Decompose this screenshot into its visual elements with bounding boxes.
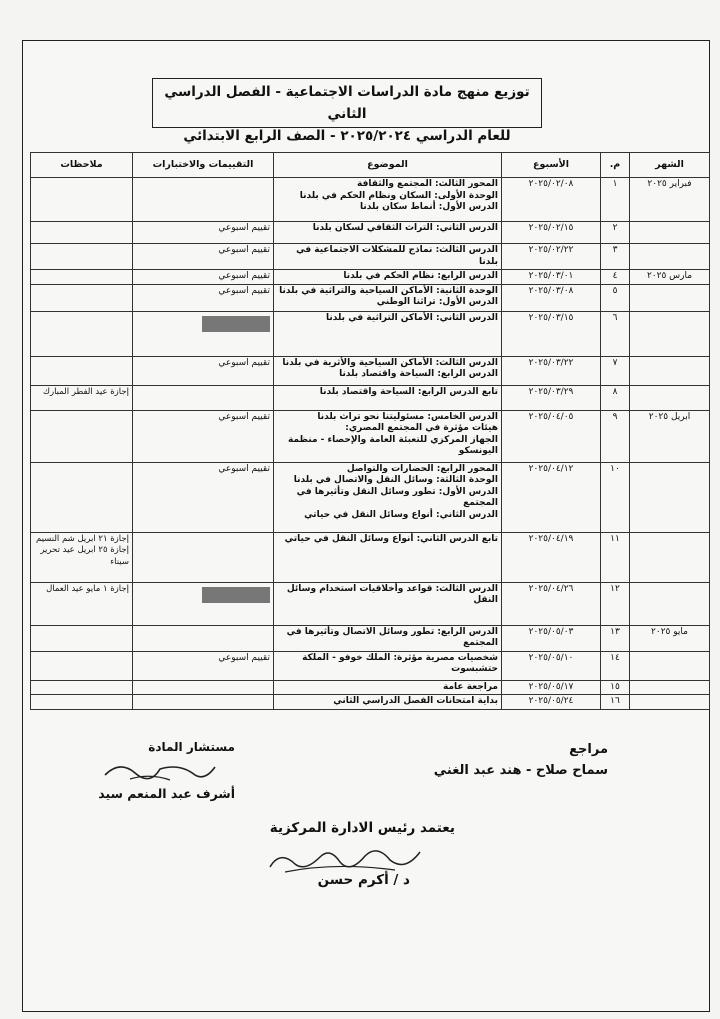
cell-note	[31, 270, 133, 285]
cell-topic	[274, 462, 502, 532]
cell-note: إجازة ٢١ ابريل شم النسيم إجازة ٢٥ ابريل عيد تحرير سيناء	[31, 532, 133, 582]
header-evaluations: التقييمات والاختبارات	[133, 153, 274, 178]
cell-topic	[274, 532, 502, 582]
topic-line: الدرس الثاني: التراث الثقافي لسكان بلدنا	[312, 223, 498, 233]
topic-line: الدرس الخامس: مسئوليتنا نحو تراث بلدنا	[317, 411, 498, 422]
title-line-1: توزيع منهج مادة الدراسات الاجتماعية - الفصل الدراسي الثاني	[164, 84, 530, 122]
cell-evaluation	[133, 311, 274, 356]
cell-week: ٢٠٢٥/٠٤/١٩	[502, 532, 601, 582]
cell-evaluation: تقييم اسبوعي	[133, 222, 274, 244]
cell-evaluation: تقييم اسبوعي	[133, 410, 274, 462]
table-row	[31, 311, 710, 356]
cell-evaluation: تقييم اسبوعي	[133, 284, 274, 311]
topic-line: الدرس الثالث: قواعد وأخلاقيات استخدام وسائل النقل	[286, 583, 498, 605]
cell-topic	[274, 222, 502, 244]
cell-topic	[274, 410, 502, 462]
cell-month	[630, 532, 710, 582]
table-row	[31, 462, 710, 532]
cell-num: ١٤	[601, 651, 630, 680]
header-week: الأسبوع	[502, 153, 601, 178]
topic-line: الدرس الأول: تطور وسائل النقل وتأثيرها في المجتمع	[296, 486, 498, 508]
redacted-block	[202, 587, 270, 603]
reviewers-label: مراجع	[569, 742, 608, 757]
topic-line: الوحدة الثالثة: وسائل النقل والاتصال في بلدنا	[293, 475, 498, 485]
cell-week: ٢٠٢٥/٠٤/١٢	[502, 462, 601, 532]
topic-line: المحور الرابع: الحضارات والتواصل	[346, 463, 498, 474]
cell-num: ٧	[601, 356, 630, 385]
cell-note	[31, 284, 133, 311]
cell-num: ٣	[601, 244, 630, 270]
cell-evaluation: تقييم اسبوعي	[133, 651, 274, 680]
cell-note	[31, 178, 133, 222]
cell-note: إجازة ١ مايو عيد العمال	[31, 582, 133, 625]
topic-line: المحور الثالث: المجتمع والثقافة	[356, 179, 498, 189]
topic-line: هيئات مؤثرة في المجتمع المصري:	[345, 423, 498, 433]
header-notes: ملاحظات	[31, 153, 133, 178]
table-header-row	[31, 153, 710, 178]
cell-week: ٢٠٢٥/٠٣/٢٢	[502, 356, 601, 385]
cell-note	[31, 356, 133, 385]
cell-week: ٢٠٢٥/٠٥/٢٤	[502, 695, 601, 710]
cell-month	[630, 680, 710, 695]
cell-num: ١٢	[601, 582, 630, 625]
table-row	[31, 356, 710, 385]
table-row	[31, 244, 710, 270]
cell-evaluation	[133, 385, 274, 410]
cell-evaluation: تقييم اسبوعي	[133, 356, 274, 385]
cell-evaluation	[133, 625, 274, 651]
advisor-block	[85, 740, 235, 754]
reviewers-names: سماح صلاح - هند عبد الغني	[433, 763, 608, 778]
cell-topic	[274, 695, 502, 710]
topic-line: الوحدة الأولى: السكان ونظام الحكم في بلدنا	[299, 190, 498, 201]
topic-line: الدرس الرابع: نظام الحكم في بلدنا	[343, 271, 498, 281]
header-month: الشهر	[630, 153, 710, 178]
cell-num: ٤	[601, 270, 630, 285]
document-title	[152, 78, 542, 144]
cell-month	[630, 356, 710, 385]
table-body	[31, 178, 710, 710]
cell-topic	[274, 582, 502, 625]
table-row	[31, 532, 710, 582]
cell-topic	[274, 651, 502, 680]
cell-topic	[274, 244, 502, 270]
cell-topic	[274, 625, 502, 651]
cell-evaluation	[133, 680, 274, 695]
title-line-2: للعام الدراسي ٢٠٢٥/٢٠٢٤ - الصف الرابع الابتدائي	[183, 128, 511, 144]
cell-evaluation	[133, 532, 274, 582]
cell-month	[630, 385, 710, 410]
cell-note	[31, 244, 133, 270]
header-topic: الموضوع	[274, 153, 502, 178]
cell-week: ٢٠٢٥/٠٤/٠٥	[502, 410, 601, 462]
topic-line: تابع الدرس الرابع: السياحة واقتصاد بلدنا	[319, 386, 498, 397]
cell-topic	[274, 385, 502, 410]
cell-topic	[274, 356, 502, 385]
cell-month	[630, 284, 710, 311]
approval-label: يعتمد رئيس الادارة المركزية	[269, 820, 455, 836]
cell-evaluation	[133, 695, 274, 710]
topic-line: الدرس الأول: أنماط سكان بلدنا	[360, 202, 498, 212]
topic-line: بداية امتحانات الفصل الدراسي الثاني	[333, 696, 498, 706]
topic-line: الدرس الرابع: السياحة واقتصاد بلدنا	[339, 369, 498, 379]
topic-line: الدرس الثاني: الأماكن التراثية في بلدنا	[326, 312, 498, 323]
cell-week: ٢٠٢٥/٠٥/٠٣	[502, 625, 601, 651]
cell-note	[31, 680, 133, 695]
cell-num: ٢	[601, 222, 630, 244]
topic-line: الدرس الثالث: الأماكن السياحية والأثرية في بلدنا	[282, 357, 498, 368]
cell-evaluation: تقييم اسبوعي	[133, 462, 274, 532]
table-row	[31, 695, 710, 710]
cell-week: ٢٠٢٥/٠٣/٠٨	[502, 284, 601, 311]
topic-line: مراجعة عامة	[443, 681, 498, 692]
table-row	[31, 385, 710, 410]
cell-month	[630, 651, 710, 680]
cell-month	[630, 462, 710, 532]
cell-num: ١	[601, 178, 630, 222]
cell-week: ٢٠٢٥/٠٣/١٥	[502, 311, 601, 356]
cell-topic	[274, 270, 502, 285]
cell-month: فبراير ٢٠٢٥	[630, 178, 710, 222]
topic-line: الدرس الثالث: نماذج للمشكلات الاجتماعية في بلدنا	[296, 245, 498, 267]
cell-num: ٦	[601, 311, 630, 356]
cell-month: ابريل ٢٠٢٥	[630, 410, 710, 462]
cell-week: ٢٠٢٥/٠٥/١٠	[502, 651, 601, 680]
cell-num: ١٦	[601, 695, 630, 710]
cell-week: ٢٠٢٥/٠٢/٠٨	[502, 178, 601, 222]
cell-note	[31, 311, 133, 356]
cell-note: إجازة عيد الفطر المبارك	[31, 385, 133, 410]
topic-line: شخصيات مصرية مؤثرة: الملك خوفو - الملكة حتشبسوت	[302, 652, 498, 674]
table-row	[31, 284, 710, 311]
cell-note	[31, 625, 133, 651]
topic-line: الوحدة الثانية: الأماكن السياحية والتراثية في بلدنا	[279, 285, 498, 296]
cell-num: ١٣	[601, 625, 630, 651]
table-row	[31, 270, 710, 285]
cell-num: ٨	[601, 385, 630, 410]
cell-evaluation: تقييم اسبوعي	[133, 244, 274, 270]
table-row	[31, 651, 710, 680]
cell-num: ١٠	[601, 462, 630, 532]
cell-month: مارس ٢٠٢٥	[630, 270, 710, 285]
redacted-block	[202, 316, 270, 332]
cell-week: ٢٠٢٥/٠٢/١٥	[502, 222, 601, 244]
cell-evaluation	[133, 178, 274, 222]
cell-num: ١٥	[601, 680, 630, 695]
cell-month	[630, 695, 710, 710]
cell-evaluation: تقييم اسبوعي	[133, 270, 274, 285]
topic-line: الدرس الرابع: تطور وسائل الاتصال وتأثيرها في المجتمع	[286, 626, 498, 648]
cell-topic	[274, 178, 502, 222]
topic-line: الدرس الأول: تراثنا الوطني	[376, 297, 498, 307]
advisor-name: أشرف عبد المنعم سيد	[98, 786, 235, 801]
cell-month: مايو ٢٠٢٥	[630, 625, 710, 651]
cell-num: ١١	[601, 532, 630, 582]
cell-month	[630, 311, 710, 356]
table-row	[31, 582, 710, 625]
table-row	[31, 680, 710, 695]
table-row	[31, 222, 710, 244]
cell-week: ٢٠٢٥/٠٥/١٧	[502, 680, 601, 695]
cell-topic	[274, 311, 502, 356]
cell-note	[31, 410, 133, 462]
header-num: م.	[601, 153, 630, 178]
cell-week: ٢٠٢٥/٠٢/٢٢	[502, 244, 601, 270]
approval-name: د / أكرم حسن	[317, 872, 410, 888]
table-row	[31, 178, 710, 222]
topic-line: الجهاز المركزي للتعبئة العامة والإحصاء - منظمة اليونسكو	[288, 434, 498, 456]
cell-week: ٢٠٢٥/٠٣/٢٩	[502, 385, 601, 410]
cell-note	[31, 651, 133, 680]
cell-month	[630, 222, 710, 244]
topic-line: الدرس الثاني: أنواع وسائل النقل في حياتي	[304, 509, 498, 520]
cell-topic	[274, 284, 502, 311]
cell-month	[630, 582, 710, 625]
table-row	[31, 410, 710, 462]
cell-note	[31, 222, 133, 244]
cell-topic	[274, 680, 502, 695]
cell-note	[31, 462, 133, 532]
cell-evaluation	[133, 582, 274, 625]
table-row	[31, 625, 710, 651]
advisor-label: مستشار المادة	[148, 740, 235, 754]
advisor-signature	[100, 755, 220, 785]
cell-week: ٢٠٢٥/٠٤/٢٦	[502, 582, 601, 625]
topic-line: تابع الدرس الثاني: أنواع وسائل النقل في حياتي	[284, 533, 498, 544]
cell-month	[630, 244, 710, 270]
cell-num: ٩	[601, 410, 630, 462]
cell-note	[31, 695, 133, 710]
cell-week: ٢٠٢٥/٠٣/٠١	[502, 270, 601, 285]
cell-num: ٥	[601, 284, 630, 311]
curriculum-table	[30, 152, 710, 710]
